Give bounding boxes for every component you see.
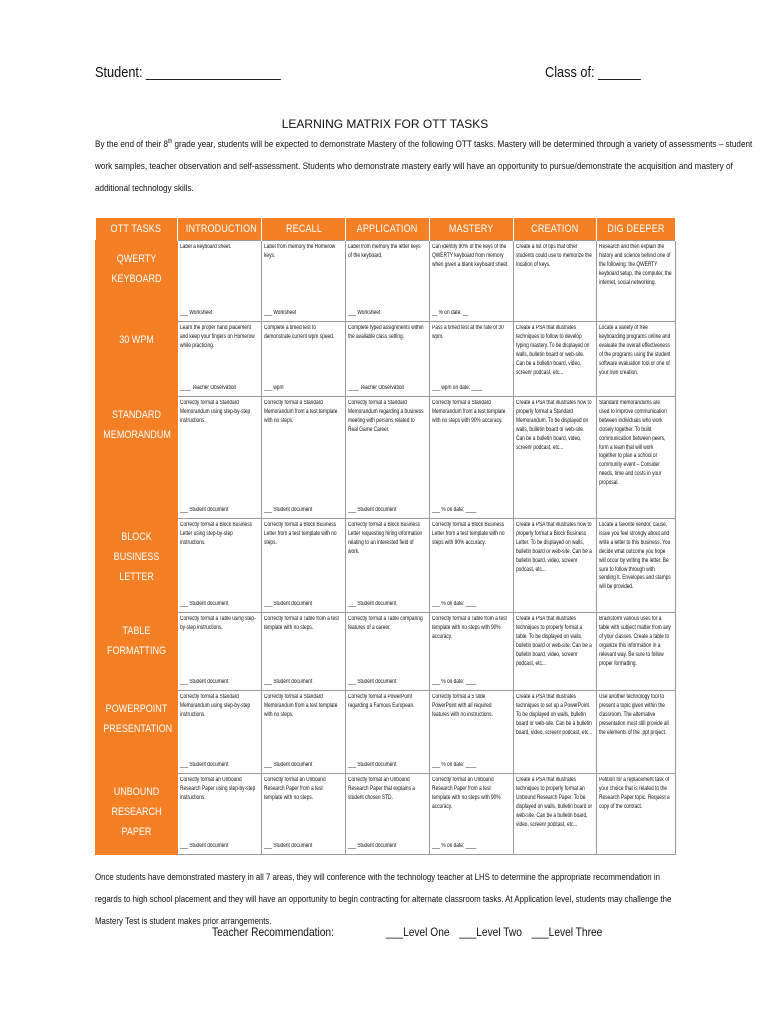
evidence-blank[interactable]: ___ Worksheet bbox=[180, 310, 213, 317]
student-name-line: Student: ___________________ bbox=[95, 64, 281, 81]
table-row bbox=[96, 519, 676, 613]
table-row bbox=[96, 774, 676, 855]
evidence-blank[interactable]: __ % on date: __ bbox=[432, 310, 469, 317]
evidence-blank[interactable]: ___ % on date: ____ bbox=[432, 843, 477, 850]
table-row bbox=[96, 691, 676, 774]
matrix-cell bbox=[514, 241, 597, 322]
cell-text: Learn the proper hand placement and keep your fingers on Homerow while practicing. bbox=[180, 325, 255, 349]
cell-text: Correctly format a Block Business Letter using step-by-step instructions. bbox=[180, 522, 253, 546]
evidence-blank[interactable]: ___ Student document bbox=[180, 843, 229, 850]
cell-text: Correctly format a PowerPoint regarding a Famous European. bbox=[348, 694, 415, 709]
evidence-blank[interactable]: ___ wpm on date: ____ bbox=[432, 385, 483, 392]
row-label: QWERTY KEYBOARD bbox=[96, 241, 178, 322]
table-row bbox=[96, 322, 676, 397]
cell-text: Correctly format a Standard Memorandum regarding a business meeting with persons related to Real Game Career. bbox=[348, 400, 424, 433]
cell-text: Create a PSA that illustrates how to properly format a Block Business Letter. To be displayed on walls, bulletin board or web-site. Can be a bulletin board, video, screenr podcast, etc... bbox=[516, 522, 592, 573]
cell-text: Create a PSA that illustrates techniques to set up a PowerPoint. To be displayed on walls, bulletin board or web-site. Can be a bulletin board, video, screenr podcast, etc... bbox=[516, 694, 593, 736]
cell-text: Correctly format a Standard Memorandum using step-by-step instructions. bbox=[180, 694, 251, 718]
table-row bbox=[96, 241, 676, 322]
level-three-option[interactable]: ___Level Three bbox=[531, 925, 603, 939]
matrix-cell bbox=[597, 322, 676, 397]
learning-matrix-table bbox=[95, 218, 676, 855]
cell-text: Complete typed assignments within the available class setting. bbox=[348, 325, 424, 340]
evidence-blank[interactable]: ___ Worksheet bbox=[348, 310, 381, 317]
row-label: POWERPOINT PRESENTATION bbox=[96, 691, 178, 774]
evidence-blank[interactable]: ___ Student document bbox=[264, 507, 313, 514]
cell-text: Standard memorandums are used to improve communication between individuals who work closely together. To build communication between peers, form a team that will work together to plan a school or community event – Consider needs, time and costs in your proposal. bbox=[599, 400, 667, 487]
evidence-blank[interactable]: ___ wpm bbox=[264, 385, 284, 392]
table-row bbox=[96, 613, 676, 691]
column-header: INTRODUCTION bbox=[178, 218, 262, 241]
cell-text: Brainstorm various uses for a table with subject matter from any of your classes. Create a table to organize this information in a relevant way. Be sure to follow proper formatting. bbox=[599, 616, 671, 667]
intro-superscript: th bbox=[167, 138, 173, 145]
cell-text: Correctly format a Table comparing features of a career. bbox=[348, 616, 423, 631]
matrix-cell bbox=[514, 322, 597, 397]
cell-text: Locate a variety of free keyboarding programs online and evaluate the overall effectiveness of the programs using the student software evaluation tool or one of your own creation. bbox=[599, 325, 671, 376]
cell-text: Correctly format a Block Business Letter from a test template with no steps. bbox=[264, 522, 337, 546]
matrix-cell bbox=[262, 241, 346, 322]
cell-text: Correctly format a Block Business Letter from a test template with no steps with 90% accuracy. bbox=[432, 522, 505, 546]
cell-text: Can identify 90% of the keys of the QWERTY keyboard from memory when given a blank keyboard sheet. bbox=[432, 244, 509, 268]
column-header: MASTERY bbox=[430, 218, 514, 241]
cell-text: Complete a timed test to demonstrate current wpm speed. bbox=[264, 325, 335, 340]
cell-text: Label from memory the Homerow keys. bbox=[264, 244, 336, 259]
evidence-blank[interactable]: ___ % on date: ____ bbox=[432, 601, 477, 608]
cell-text: Correctly format an Unbound Research Paper from a test template with no steps with 90% accuracy. bbox=[432, 777, 501, 810]
cell-text: Create a PSA that illustrates techniques to properly format a table. To be displayed on walls, bulletin board or web-site. Can be a bulletin board, video, screenr podcast, etc... bbox=[516, 616, 592, 667]
page-title: LEARNING MATRIX FOR OTT TASKS bbox=[281, 117, 489, 131]
evidence-blank[interactable]: ___ Student document bbox=[180, 679, 229, 686]
matrix-cell bbox=[430, 322, 514, 397]
matrix-cell bbox=[178, 774, 262, 855]
evidence-blank[interactable]: ___ Student document bbox=[348, 601, 397, 608]
evidence-blank[interactable]: ___ Student document bbox=[348, 679, 397, 686]
cell-text: Correctly format a 5 slide PowerPoint with all required features with no instructions. bbox=[432, 694, 493, 718]
matrix-cell bbox=[346, 613, 430, 691]
matrix-cell bbox=[514, 691, 597, 774]
matrix-cell bbox=[514, 397, 597, 519]
cell-text: Pass a timed test at the rate of 30 wpm. bbox=[432, 325, 504, 340]
matrix-cell bbox=[514, 613, 597, 691]
matrix-cell bbox=[178, 691, 262, 774]
matrix-cell bbox=[597, 774, 676, 855]
row-label: UNBOUND RESEARCH PAPER bbox=[96, 774, 178, 855]
cell-text: Correctly format a Standard Memorandum from a test template with no steps. bbox=[264, 400, 338, 424]
column-header: RECALL bbox=[262, 218, 346, 241]
row-label: STANDARD MEMORANDUM bbox=[96, 397, 178, 519]
cell-text: Label a keyboard sheet. bbox=[180, 244, 232, 250]
row-label: TABLE FORMATTING bbox=[96, 613, 178, 691]
matrix-cell bbox=[597, 241, 676, 322]
cell-text: Correctly format a Block Business Letter requesting hiring information relating to an interested field of work. bbox=[348, 522, 423, 555]
evidence-blank[interactable]: ___ Student document bbox=[180, 507, 229, 514]
evidence-blank[interactable]: ____ Teacher Observation bbox=[348, 385, 405, 392]
cell-text: Correctly format a Standard Memorandum from a test template with no steps with 90% accuracy. bbox=[432, 400, 506, 424]
table-header-row bbox=[96, 218, 676, 241]
cell-text: Correctly format an Unbound Research Paper that explains a student chosen STD. bbox=[348, 777, 415, 801]
level-one-option[interactable]: ___Level One bbox=[386, 925, 450, 939]
intro-paragraph bbox=[95, 134, 758, 200]
cell-text: Use another technology tool to present a topic given within the classroom. The alternative presentation must still provide all the elements of the .ppt project. bbox=[599, 694, 669, 736]
matrix-cell bbox=[514, 774, 597, 855]
cell-text: Petition for a replacement task of your choice that is related to the Research Paper topic. Request a copy of the contract. bbox=[599, 777, 670, 810]
column-header: APPLICATION bbox=[346, 218, 430, 241]
matrix-cell bbox=[430, 691, 514, 774]
matrix-cell bbox=[430, 774, 514, 855]
row-label: BLOCK BUSINESS LETTER bbox=[96, 519, 178, 613]
cell-text: Create a PSA that illustrates how to properly format a Standard Memorandum. To be displayed on walls, bulletin board or web-site. Can be a bulletin board, video, screenr podcast, etc... bbox=[516, 400, 592, 451]
evidence-blank[interactable]: ___ Student document bbox=[264, 762, 313, 769]
class-of-line: Class of: ______ bbox=[545, 64, 641, 81]
cell-text: Create a list of tips that other students could use to memorize the location of keys. bbox=[516, 244, 592, 268]
cell-text: Label from memory the letter keys of the keyboard. bbox=[348, 244, 421, 259]
cell-text: Correctly format a Standard Memorandum from a test template with no steps. bbox=[264, 694, 338, 718]
evidence-blank[interactable]: ___ Student document bbox=[264, 601, 313, 608]
matrix-cell bbox=[262, 691, 346, 774]
evidence-blank[interactable]: ___ % on date: ____ bbox=[432, 679, 477, 686]
row-label: 30 WPM bbox=[96, 322, 178, 397]
cell-text: Create a PSA that illustrates techniques to follow to develop typing mastery. To be displayed on walls, bulletin board or web-site. Can be a bulletin board, video, screenr podcast, etc... bbox=[516, 325, 590, 376]
cell-text: Correctly format an Unbound Research Paper from a test template with no steps. bbox=[264, 777, 326, 801]
matrix-cell bbox=[178, 241, 262, 322]
matrix-cell bbox=[178, 322, 262, 397]
matrix-cell bbox=[346, 691, 430, 774]
column-header: OTT TASKS bbox=[96, 218, 178, 241]
recommendation-label: Teacher Recommendation: bbox=[212, 925, 334, 939]
matrix-cell bbox=[430, 613, 514, 691]
evidence-blank[interactable]: ___ Student document bbox=[348, 507, 397, 514]
matrix-cell bbox=[262, 613, 346, 691]
matrix-cell bbox=[178, 613, 262, 691]
level-two-option[interactable]: ___Level Two bbox=[459, 925, 522, 939]
matrix-cell bbox=[346, 774, 430, 855]
cell-text: Create a PSA that illustrates techniques to properly format an Unbound Research Paper. To be displayed on walls, bulletin board or web-site. Can be a bulletin board, video, screenr podcast, etc... bbox=[516, 777, 593, 828]
cell-text: Correctly format a Standard Memorandum using step-by-step instructions. bbox=[180, 400, 251, 424]
matrix-cell bbox=[262, 774, 346, 855]
evidence-blank[interactable]: ___ Student document bbox=[180, 601, 229, 608]
table-row bbox=[96, 397, 676, 519]
evidence-blank[interactable]: ___ % on date: ____ bbox=[432, 507, 477, 514]
cell-text: Locate a favorite vendor, cause, issue you feel strongly about and write a letter to this business. You decide what outcome you hope will occur by writing the letter. Be sure to follow through with sending it. Envelopes and stamps will be provided. bbox=[599, 522, 671, 591]
matrix-cell bbox=[346, 519, 430, 613]
matrix-cell bbox=[346, 397, 430, 519]
intro-text-rest: grade year, students will be expected to demonstrate Mastery of the following OTT tasks. Mastery will be determined through a variety of assessments – student work samples, teacher observation and self-assessment. Students who demonstrate mastery early will have an opportunity to pursue/demonstrate the acquisition and mastery of additional technology skills. bbox=[95, 139, 753, 194]
intro-text-start: By the end of their 8 bbox=[95, 139, 168, 150]
cell-text: Correctly format a Table using step-by-step instructions. bbox=[180, 616, 256, 631]
evidence-blank[interactable]: ___ Student document bbox=[264, 843, 313, 850]
matrix-cell bbox=[597, 397, 676, 519]
matrix-cell bbox=[430, 397, 514, 519]
evidence-blank[interactable]: ____ Teacher Observation bbox=[180, 385, 237, 392]
matrix-cell bbox=[178, 397, 262, 519]
matrix-cell bbox=[262, 519, 346, 613]
cell-text: Correctly format a Table from a test template with no steps. bbox=[264, 616, 339, 631]
matrix-cell bbox=[346, 241, 430, 322]
evidence-blank[interactable]: ___ Student document bbox=[180, 762, 229, 769]
matrix-cell bbox=[597, 691, 676, 774]
evidence-blank[interactable]: ___ % on date: ____ bbox=[432, 762, 477, 769]
cell-text: Correctly format a Table from a test template with no steps with 90% accuracy. bbox=[432, 616, 507, 640]
matrix-cell bbox=[514, 519, 597, 613]
evidence-blank[interactable]: ___ Student document bbox=[348, 843, 397, 850]
matrix-cell bbox=[262, 397, 346, 519]
column-header: DIG DEEPER bbox=[597, 218, 676, 241]
column-header: CREATION bbox=[514, 218, 597, 241]
teacher-recommendation bbox=[212, 925, 609, 939]
cell-text: Research and then explain the history and science behind one of the following: the QWERTY keyboard setup, the computer, the internet, social networking. bbox=[599, 244, 672, 286]
matrix-cell bbox=[178, 519, 262, 613]
evidence-blank[interactable]: ___ Student document bbox=[264, 679, 313, 686]
matrix-cell bbox=[262, 322, 346, 397]
matrix-cell bbox=[597, 519, 676, 613]
matrix-cell bbox=[346, 322, 430, 397]
evidence-blank[interactable]: ___ Worksheet bbox=[264, 310, 297, 317]
matrix-cell bbox=[430, 241, 514, 322]
matrix-cell bbox=[597, 613, 676, 691]
matrix-cell bbox=[430, 519, 514, 613]
cell-text: Correctly format an Unbound Research Paper using step-by-step instructions. bbox=[180, 777, 256, 801]
footer-paragraph: Once students have demonstrated mastery in all 7 areas, they will conference with the technology teacher at LHS to determine the appropriate recommendation in regards to high school placement and they will have an opportunity to begin contracting for alternate classroom tasks. At Application level, students may challenge the Mastery Test is student makes prior arrangements. bbox=[95, 872, 672, 927]
evidence-blank[interactable]: ___ Student document bbox=[348, 762, 397, 769]
